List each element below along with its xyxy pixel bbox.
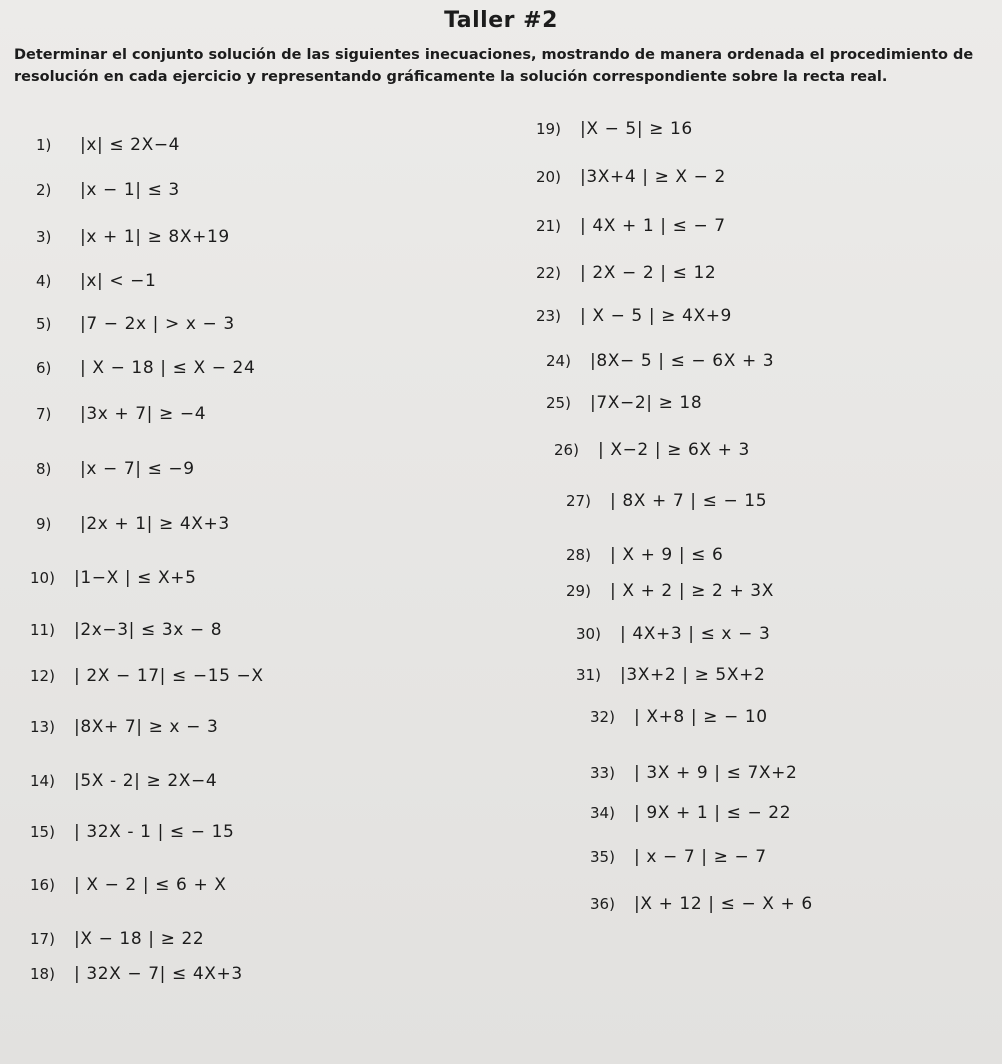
exercise-item [590,762,797,784]
exercise-item [536,215,726,237]
exercise-number: 36) [590,895,615,913]
exercise-item [590,893,813,915]
exercise-item [36,403,206,425]
exercise-item [576,664,765,686]
exercise-item [536,262,716,284]
exercise-number: 17) [30,930,55,948]
exercise-item [536,118,693,140]
exercise-item [30,770,217,792]
exercise-item [546,392,702,414]
exercise-number: 13) [30,718,55,736]
exercise-item [566,490,767,512]
exercise-number: 8) [36,460,52,478]
exercise-item [30,619,222,641]
exercise-expression: | 2X − 2 | ≤ 12 [580,263,717,283]
exercise-item [36,357,255,379]
exercise-number: 5) [36,315,52,333]
exercise-item [554,439,750,461]
exercise-expression: | 3X + 9 | ≤ 7X+2 [634,763,798,783]
exercise-expression: |x − 1| ≤ 3 [80,180,180,200]
exercise-number: 31) [576,666,601,684]
exercise-expression: |x − 7| ≤ −9 [80,459,195,479]
exercise-item [30,874,227,896]
exercise-item [36,226,230,248]
exercise-expression: | 4X+3 | ≤ x − 3 [620,624,771,644]
exercise-expression: | X − 2 | ≤ 6 + X [74,875,227,895]
exercise-item [536,166,726,188]
exercise-item [30,716,218,738]
exercise-expression: |X + 12 | ≤ − X + 6 [634,894,813,914]
exercise-item [590,802,791,824]
exercise-number: 19) [536,120,561,138]
page-title: Taller #2 [444,8,558,33]
exercise-number: 11) [30,621,55,639]
exercise-expression: |8X+ 7| ≥ x − 3 [74,717,219,737]
exercise-expression: | 32X − 7| ≤ 4X+3 [74,964,243,984]
exercise-number: 6) [36,359,52,377]
exercise-number: 14) [30,772,55,790]
exercise-expression: | 9X + 1 | ≤ − 22 [634,803,792,823]
exercise-expression: |x| < −1 [80,271,157,291]
exercise-number: 21) [536,217,561,235]
exercise-expression: |2x + 1| ≥ 4X+3 [80,514,230,534]
exercise-number: 25) [546,394,571,412]
exercise-expression: |8X− 5 | ≤ − 6X + 3 [590,351,775,371]
exercise-item [36,270,156,292]
exercise-expression: | 2X − 17| ≤ −15 −X [74,666,264,686]
exercise-number: 34) [590,804,615,822]
exercise-expression: | X − 18 | ≤ X − 24 [80,358,256,378]
exercise-expression: | X+8 | ≥ − 10 [634,707,768,727]
instructions-text: Determinar el conjunto solución de las siguientes inecuaciones, mostrando de manera ordenada el procedimiento de resolución en cada ejercicio y representando gráficamente la solución correspondiente sobre la recta real. [14,47,974,85]
exercise-item [36,458,195,480]
exercise-item [590,846,767,868]
exercise-item [30,963,243,985]
exercise-number: 15) [30,823,55,841]
exercise-number: 33) [590,764,615,782]
exercise-expression: |7X−2| ≥ 18 [590,393,703,413]
exercise-expression: |x| ≤ 2X−4 [80,135,181,155]
exercise-expression: | X + 2 | ≥ 2 + 3X [610,581,774,601]
exercise-number: 24) [546,352,571,370]
exercise-item [36,134,180,156]
exercise-number: 1) [36,136,52,154]
exercise-number: 28) [566,546,591,564]
exercise-expression: |3X+4 | ≥ X − 2 [580,167,726,187]
exercise-expression: | 32X - 1 | ≤ − 15 [74,822,235,842]
exercise-expression: | X − 5 | ≥ 4X+9 [580,306,732,326]
exercise-item [36,513,230,535]
exercise-number: 16) [30,876,55,894]
exercise-number: 27) [566,492,591,510]
exercise-number: 22) [536,264,561,282]
exercise-number: 35) [590,848,615,866]
exercise-expression: |3x + 7| ≥ −4 [80,404,207,424]
exercise-item [36,179,180,201]
exercise-expression: | x − 7 | ≥ − 7 [634,847,767,867]
exercise-number: 12) [30,667,55,685]
exercise-expression: | X−2 | ≥ 6X + 3 [598,440,750,460]
exercise-item [566,544,723,566]
exercise-expression: |x + 1| ≥ 8X+19 [80,227,230,247]
exercise-number: 10) [30,569,55,587]
exercise-item [536,305,732,327]
exercise-item [566,580,774,602]
exercise-number: 29) [566,582,591,600]
exercise-number: 9) [36,515,52,533]
exercise-expression: |X − 18 | ≥ 22 [74,929,205,949]
exercise-expression: |X − 5| ≥ 16 [580,119,693,139]
exercise-number: 4) [36,272,52,290]
exercise-expression: | 8X + 7 | ≤ − 15 [610,491,768,511]
exercise-item [30,821,234,843]
exercise-item [576,623,770,645]
exercise-item [30,928,204,950]
exercise-number: 30) [576,625,601,643]
exercise-item [30,665,264,687]
exercise-number: 7) [36,405,52,423]
exercise-item [546,350,774,372]
exercise-number: 20) [536,168,561,186]
exercise-expression: |2x−3| ≤ 3x − 8 [74,620,223,640]
exercise-expression: | X + 9 | ≤ 6 [610,545,724,565]
exercise-number: 26) [554,441,579,459]
exercise-number: 2) [36,181,52,199]
exercise-expression: | 4X + 1 | ≤ − 7 [580,216,726,236]
exercise-number: 18) [30,965,55,983]
exercise-number: 3) [36,228,52,246]
exercise-expression: |7 − 2x | > x − 3 [80,314,235,334]
exercise-item [36,313,235,335]
exercise-expression: |1−X | ≤ X+5 [74,568,197,588]
exercise-expression: |5X - 2| ≥ 2X−4 [74,771,218,791]
exercise-number: 32) [590,708,615,726]
exercise-item [590,706,768,728]
exercise-number: 23) [536,307,561,325]
exercise-expression: |3X+2 | ≥ 5X+2 [620,665,766,685]
exercise-item [30,567,197,589]
